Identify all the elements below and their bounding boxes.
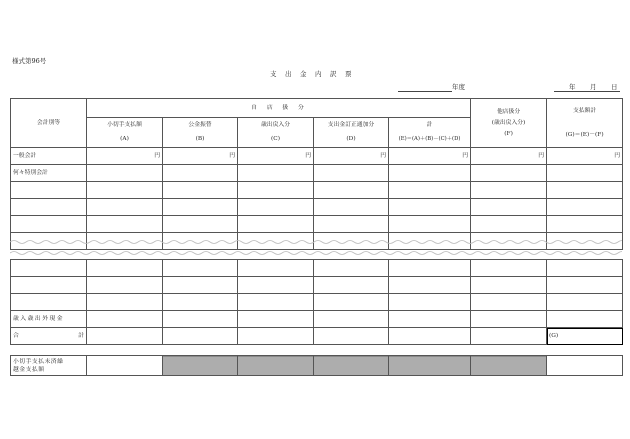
form-number: 様式第96号 [12,57,47,65]
unit-label: 円 [471,148,547,165]
table-row [11,294,623,311]
row-label [11,216,87,233]
page-break-wave [10,250,622,258]
col-d-code: (D) [314,132,389,147]
date-month-label: 月 [590,83,597,91]
unit-label: 円 [314,148,389,165]
hatched-cell [314,356,389,376]
total-g-cell: (G) [547,328,623,345]
table-row [11,182,623,199]
carryover-table [10,355,623,376]
row-label: 歳入歳出外現金 [11,311,87,328]
row-label [11,260,87,277]
other-store-line1: 他店扱分 [496,108,521,115]
table-row [11,148,623,165]
unit-label: 円 [238,148,314,165]
row-label [11,277,87,294]
col-a-code: (A) [87,132,163,147]
row-label [11,199,87,216]
expenditure-table-upper [10,98,623,250]
total-label-right: 計 [78,332,84,339]
table-row [11,260,623,277]
row-label [11,294,87,311]
row-label: 何々特別会計 [11,165,87,182]
table-row [11,216,623,233]
col-d-name: 支出金訂正通加分 [314,117,389,132]
header-payment-total [547,99,623,148]
carryover-label-line1: 小切手支払未済繰 [13,358,64,365]
hatched-cell [471,356,547,376]
col-e-name: 計 [389,117,471,132]
total-label [11,328,87,345]
carryover-row [11,356,623,376]
carryover-label [11,356,87,376]
table-row [11,165,623,182]
table-row [11,311,623,328]
payment-total-label: 支払額計 [572,108,597,114]
col-c-name: 歳出戻入分 [238,117,314,132]
form-title: 支 出 金 内 訳 票 [270,70,353,78]
col-e-code: (E)＝(A)＋(B)－(C)＋(D) [389,132,471,147]
row-label: 一般会計 [11,148,87,165]
unit-label: 円 [389,148,471,165]
other-store-line2: (歳出戻入分) [491,119,526,126]
date-day-label: 日 [611,83,618,91]
total-row [11,328,623,345]
total-label-left: 合 [13,332,19,339]
expenditure-table-lower [10,259,623,345]
row-label [11,182,87,199]
table-row [11,277,623,294]
hatched-cell [163,356,238,376]
unit-label: 円 [547,148,623,165]
carryover-label-line2: 越金支払額 [13,366,45,373]
fiscal-year-label: 年度 [452,83,465,91]
header-this-store: 自 店 扱 分 [87,99,471,118]
payment-total-code: (G)＝(E)－(F) [565,132,604,138]
fiscal-year-underline [398,91,452,92]
unit-label: 円 [87,148,163,165]
hatched-cell [238,356,314,376]
col-b-code: (B) [163,132,238,147]
col-a-name: 小切手支払額 [87,117,163,132]
date-year-label: 年 [569,83,576,91]
header-account-type: 会計別等 [11,99,87,148]
unit-label: 円 [163,148,238,165]
page-break-wave [10,239,622,247]
hatched-cell [389,356,471,376]
date-underline [554,91,620,92]
header-other-store [471,99,547,148]
other-store-code: (F) [504,130,513,137]
table-row [11,199,623,216]
col-b-name: 公金振替 [163,117,238,132]
col-c-code: (C) [238,132,314,147]
